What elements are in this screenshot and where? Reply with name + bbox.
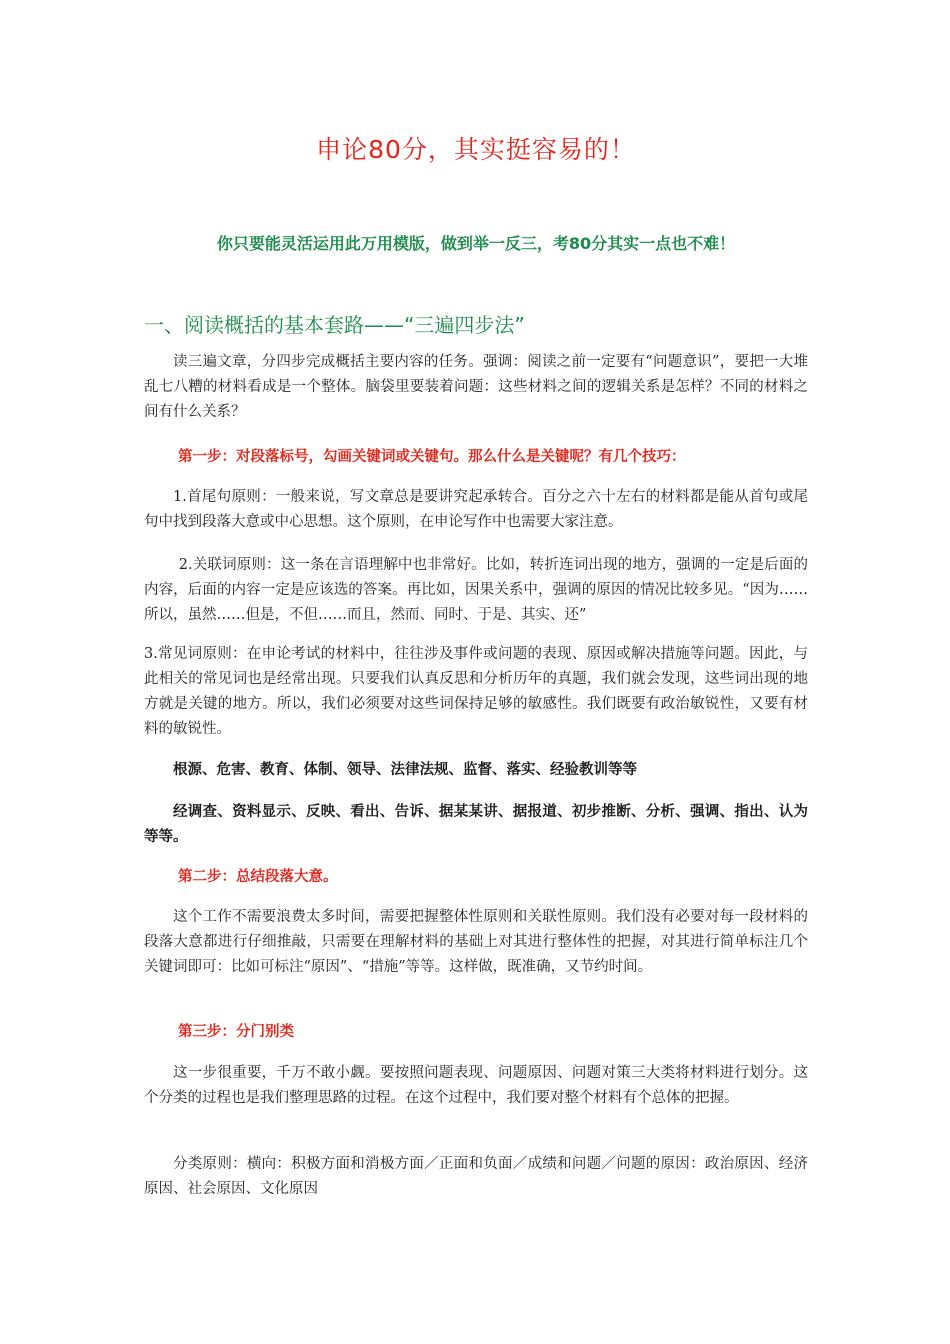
step1-title: 第一步：对段落标号，勾画关键词或关键句。那么什么是关键呢？有几个技巧： xyxy=(178,449,686,465)
keywords-line-1: 根源、危害、教育、体制、领导、法律法规、监督、落实、经验教训等等 xyxy=(173,762,637,778)
section-heading: 一、阅读概括的基本套路——“三遍四步法” xyxy=(144,313,525,337)
step2-title: 第二步：总结段落大意。 xyxy=(178,869,338,885)
document-title: 申论80分，其实挺容易的！ xyxy=(316,135,636,164)
rule1-paragraph: 1.首尾句原则：一般来说，写文章总是要讲究起承转合。百分之六十左右的材料都是能从首句或尾句中找到段落大意或中心思想。这个原则，在申论写作中也需要大家注意。 xyxy=(144,489,808,530)
rule2-paragraph: 2.关联词原则：这一条在言语理解中也非常好。比如，转折连词出现的地方，强调的一定是后面的内容，后面的内容一定是应该选的答案。再比如，因果关系中，强调的原因的情况比较多见。“因为……所以，虽然……但是，不但……而且，然而、同时、于是、其实、还” xyxy=(144,557,808,623)
intro-paragraph: 读三遍文章，分四步完成概括主要内容的任务。强调：阅读之前一定要有“问题意识”，要把一大堆乱七八糟的材料看成是一个整体。脑袋里要装着问题：这些材料之间的逻辑关系是怎样？不同的材料之间有什么关系？ xyxy=(144,354,808,420)
step3-title: 第三步：分门别类 xyxy=(178,1024,294,1040)
document-subtitle: 你只要能灵活运用此万用模版，做到举一反三，考80分其实一点也不难！ xyxy=(216,234,736,253)
step3-paragraph: 这一步很重要，千万不敢小觑。要按照问题表现、问题原因、问题对策三大类将材料进行划分。这个分类的过程也是我们整理思路的过程。在这个过程中，我们要对整个材料有个总体的把握。 xyxy=(144,1065,808,1106)
keywords-line-2: 经调查、资料显示、反映、看出、告诉、据某某讲、据报道、初步推断、分析、强调、指出、认为等等。 xyxy=(144,804,808,845)
rule3-paragraph: 3.常见词原则：在申论考试的材料中，往往涉及事件或问题的表现、原因或解决措施等问题。因此，与此相关的常见词也是经常出现。只要我们认真反思和分析历年的真题，我们就会发现，这些词出现的地方就是关键的地方。所以，我们必须要对这些词保持足够的敏感性。我们既要有政治敏锐性，又要有材料的敏锐性。 xyxy=(144,646,808,737)
classify-paragraph: 分类原则：横向：积极方面和消极方面／正面和负面／成绩和问题／问题的原因：政治原因、经济原因、社会原因、文化原因 xyxy=(144,1156,808,1197)
step2-paragraph: 这个工作不需要浪费太多时间，需要把握整体性原则和关联性原则。我们没有必要对每一段材料的段落大意都进行仔细推敲，只需要在理解材料的基础上对其进行整体性的把握，对其进行简单标注几个关键词即可：比如可标注“原因”、“措施”等等。这样做，既准确，又节约时间。 xyxy=(144,909,808,975)
